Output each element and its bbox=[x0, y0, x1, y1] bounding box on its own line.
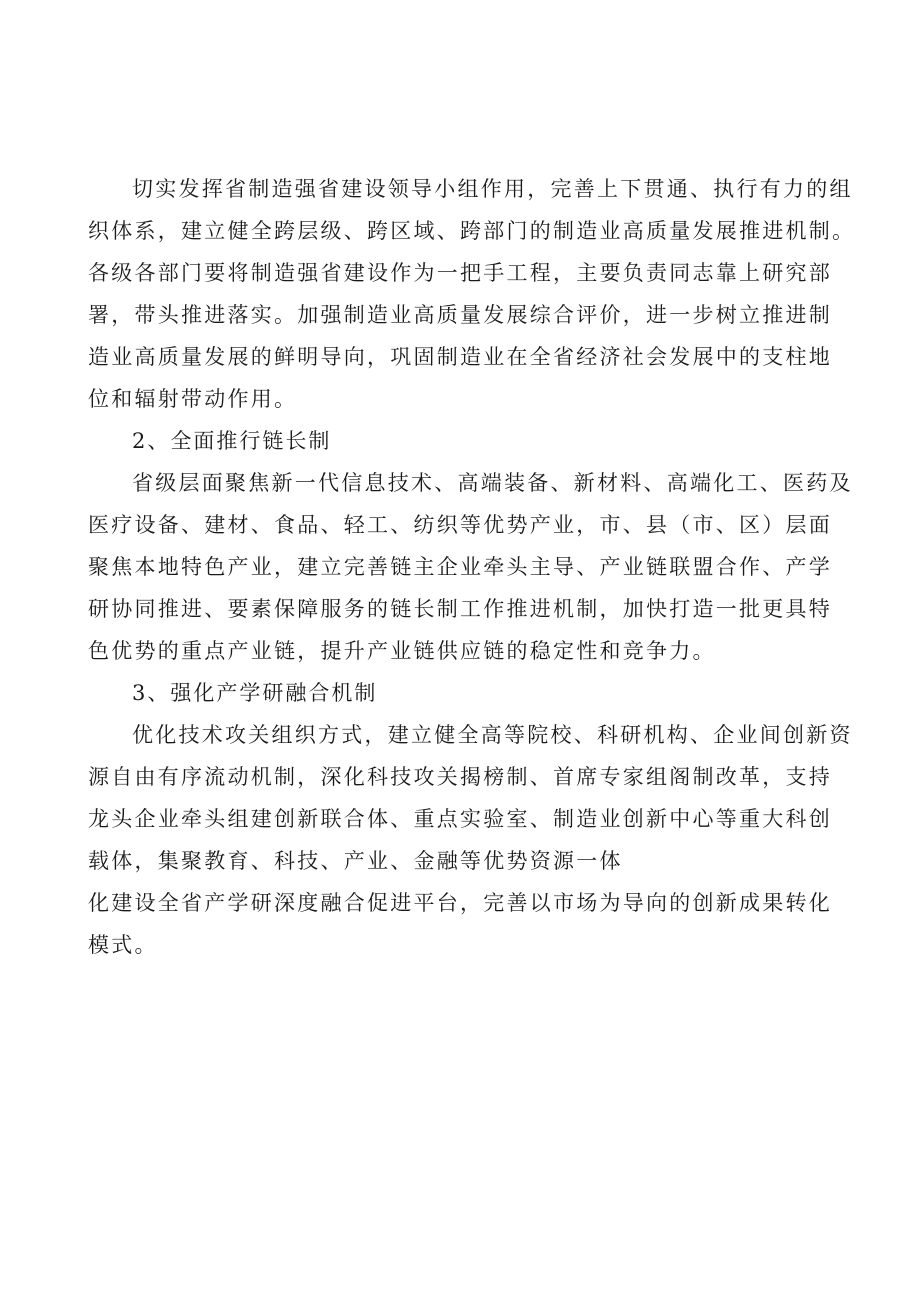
paragraph-line: 位和辐射带动作用。 bbox=[88, 387, 298, 411]
paragraph-line: 优化技术攻关组织方式，建立健全高等院校、科研机构、企业间创新资 bbox=[132, 723, 853, 747]
paragraph-line: 医疗设备、建材、食品、轻工、纺织等优势产业，市、县（市、区）层面 bbox=[88, 513, 832, 537]
section-heading: 3、强化产学研融合机制 bbox=[132, 681, 378, 705]
section-heading: 2、全面推行链长制 bbox=[132, 429, 332, 453]
paragraph-line: 各级各部门要将制造强省建设作为一把手工程，主要负责同志靠上研究部 bbox=[88, 261, 832, 285]
paragraph-line: 龙头企业牵头组建创新联合体、重点实验室、制造业创新中心等重大科创 bbox=[88, 807, 832, 831]
paragraph-line: 源自由有序流动机制，深化科技攻关揭榜制、首席专家组阁制改革，支持 bbox=[88, 765, 832, 789]
paragraph-line: 省级层面聚焦新一代信息技术、高端装备、新材料、高端化工、医药及 bbox=[132, 471, 853, 495]
paragraph-line: 切实发挥省制造强省建设领导小组作用，完善上下贯通、执行有力的组 bbox=[132, 177, 853, 201]
paragraph-line: 署，带头推进落实。加强制造业高质量发展综合评价，进一步树立推进制 bbox=[88, 303, 832, 327]
paragraph-line: 聚焦本地特色产业，建立完善链主企业牵头主导、产业链联盟合作、产学 bbox=[88, 555, 832, 579]
document-body bbox=[88, 168, 856, 966]
paragraph-line: 织体系，建立健全跨层级、跨区域、跨部门的制造业高质量发展推进机制。 bbox=[88, 219, 856, 243]
paragraph-line: 色优势的重点产业链，提升产业链供应链的稳定性和竞争力。 bbox=[88, 639, 716, 663]
paragraph-line: 模式。 bbox=[88, 933, 158, 957]
paragraph-line: 造业高质量发展的鲜明导向，巩固制造业在全省经济社会发展中的支柱地 bbox=[88, 345, 832, 369]
paragraph-line: 研协同推进、要素保障服务的链长制工作推进机制，加快打造一批更具特 bbox=[88, 597, 832, 621]
paragraph-line: 化建设全省产学研深度融合促进平台，完善以市场为导向的创新成果转化 bbox=[88, 891, 832, 915]
paragraph-line: 载体，集聚教育、科技、产业、金融等优势资源一体 bbox=[88, 849, 623, 873]
